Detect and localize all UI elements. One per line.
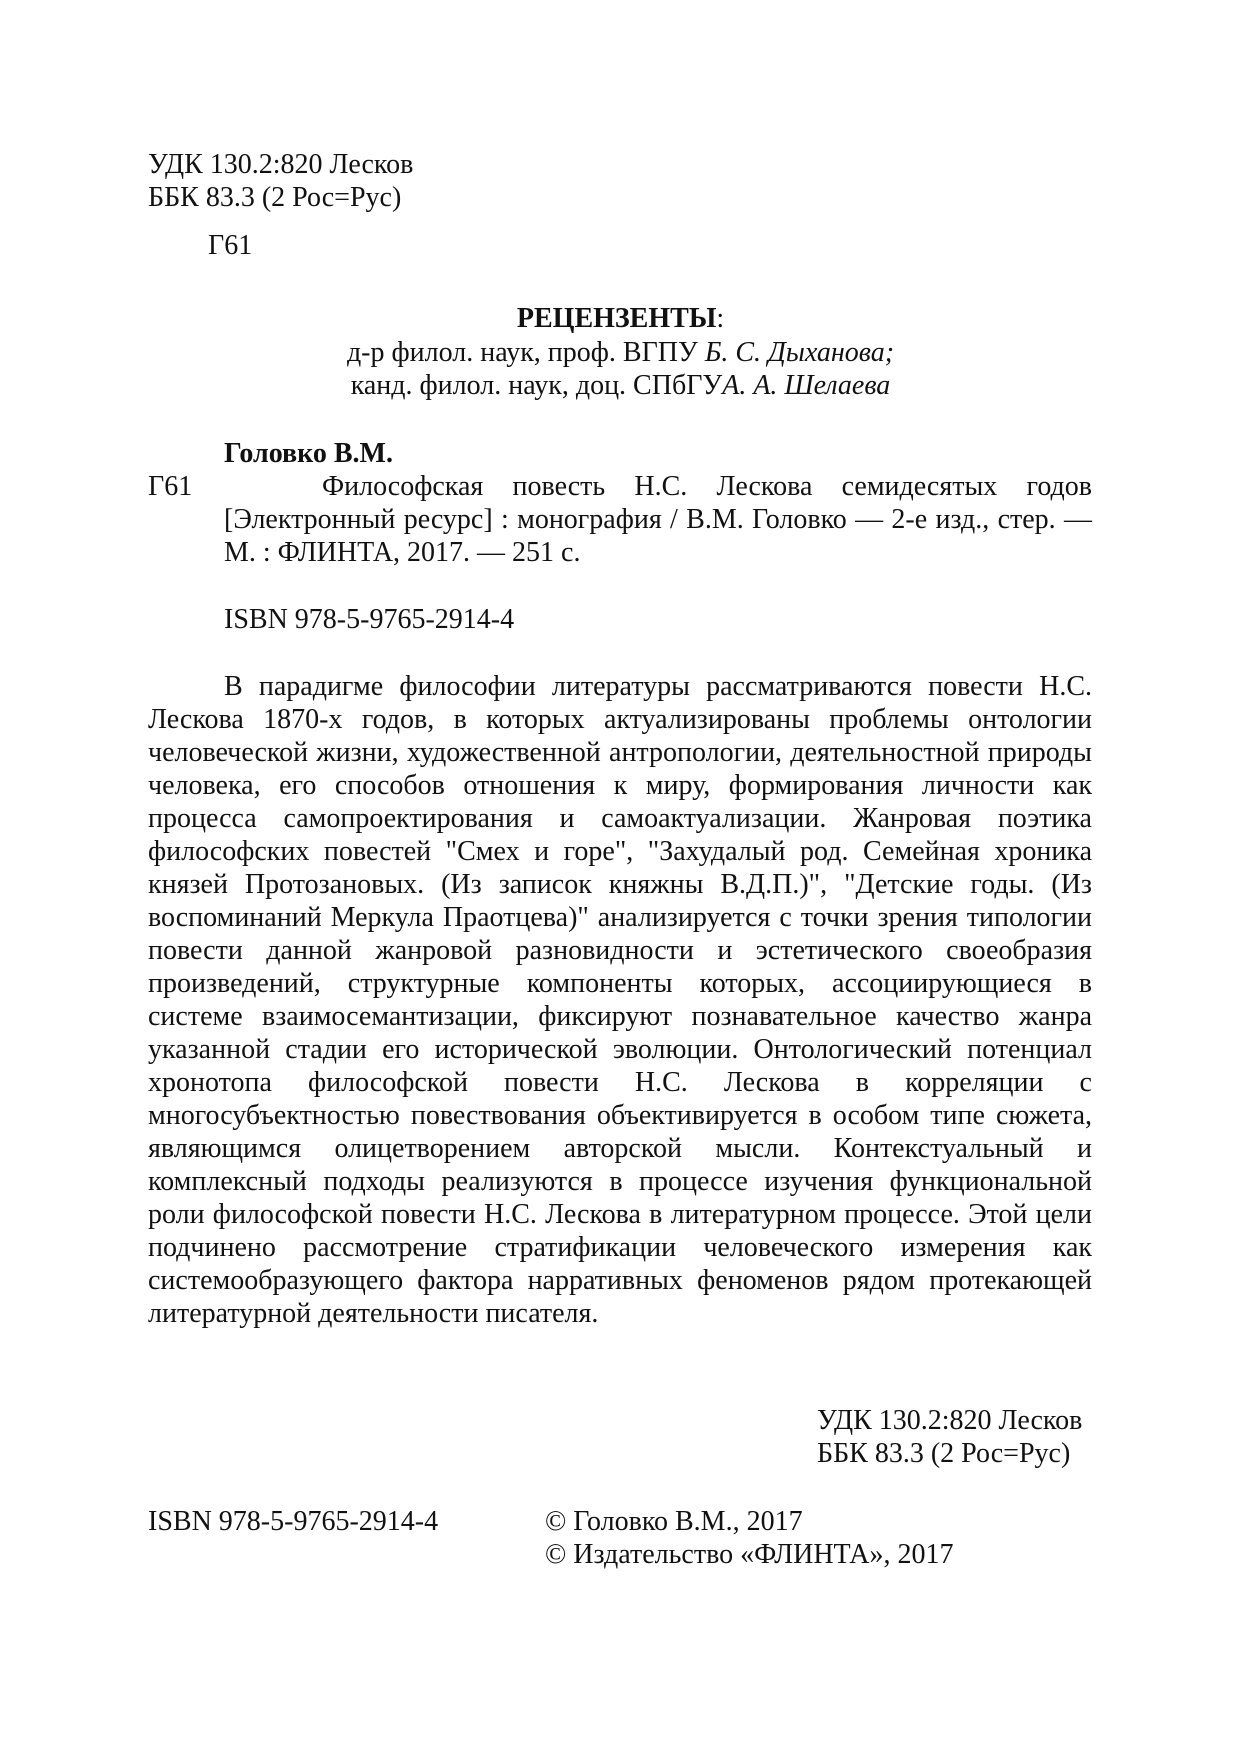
abstract-paragraph: В парадигме философии литературы рассматриваются повести Н.С. Лескова 1870-х годов, в которых актуализированы проблемы онтологии человеческой жизни, художественной антропологии, деятельностной природы человека, его способов отношения к миру, формирования личности как процесса самопроектирования и самоактуализации. Жанровая поэтика философских повестей "Смех и горе", "Захудалый род. Семейная хроника князей Протозановых. (Из записок княжны В.Д.П.)", "Детские годы. (Из воспоминаний Меркула Праотцева)" анализируется с точки зрения типологии повести данной жанровой разновидности и эстетического своеобразия произведений, структурные компоненты которых, ассоциирующиеся в системе взаимосемантизации, фиксируют познавательное качество жанра указанной стадии его исторической эволюции. Онтологический потенциал хронотопа философской повести Н.С. Лескова в корреляции с многосубъектностью повествования объективируется в особом типе сюжета, являющимся олицетворением авторской мысли. Контекстуальный и комплексный подходы реализуются в процессе изучения функциональной роли философской повести Н.С. Лескова в литературном процессе. Этой цели подчинено рассмотрение стратификации человеческого измерения как системообразующего фактора нарративных феноменов рядом протекающей литературной деятельности писателя. [148,671,1092,1329]
reviewer-line-2 [0,369,1241,402]
reviewer-line-1 [0,336,1241,369]
author-heading: Головко В.М. [224,438,393,469]
isbn-footer: ISBN 978-5-9765-2914-4 [148,1506,439,1537]
bibliographic-description: Философская повесть Н.С. Лескова семидесятых годов [Электронный ресурс] : монография / В.М. Головко — 2-е изд., стер. — М. : ФЛИНТА, 2017. — 251 с. [224,471,1092,568]
copyright-author: © Головко В.М., 2017 [545,1506,803,1537]
udk-code-bottom: УДК 130.2:820 Лесков [817,1405,1083,1436]
reviewer-1-name: Б. С. Дыханова; [704,337,895,368]
copyright-publisher: © Издательство «ФЛИНТА», 2017 [545,1539,954,1570]
author-mark-top: Г61 [208,230,253,261]
bbk-code-bottom: ББК 83.3 (2 Рос=Рус) [817,1438,1071,1469]
reviewer-2-name: А. А. Шелаева [722,370,891,401]
isbn-record: ISBN 978-5-9765-2914-4 [224,604,515,635]
author-mark-record: Г61 [148,471,193,502]
reviewer-1-title: д-р филол. наук, проф. ВГПУ [346,337,705,368]
reviewer-2-title: канд. филол. наук, доц. СПбГУ [350,370,723,401]
udk-code-top: УДК 130.2:820 Лесков [148,149,414,180]
bbk-code-top: ББК 83.3 (2 Рос=Рус) [148,182,402,213]
reviewers-heading-text: РЕЦЕНЗЕНТЫ [516,303,717,334]
reviewers-heading-colon: : [716,303,725,334]
reviewers-heading [0,302,1241,335]
